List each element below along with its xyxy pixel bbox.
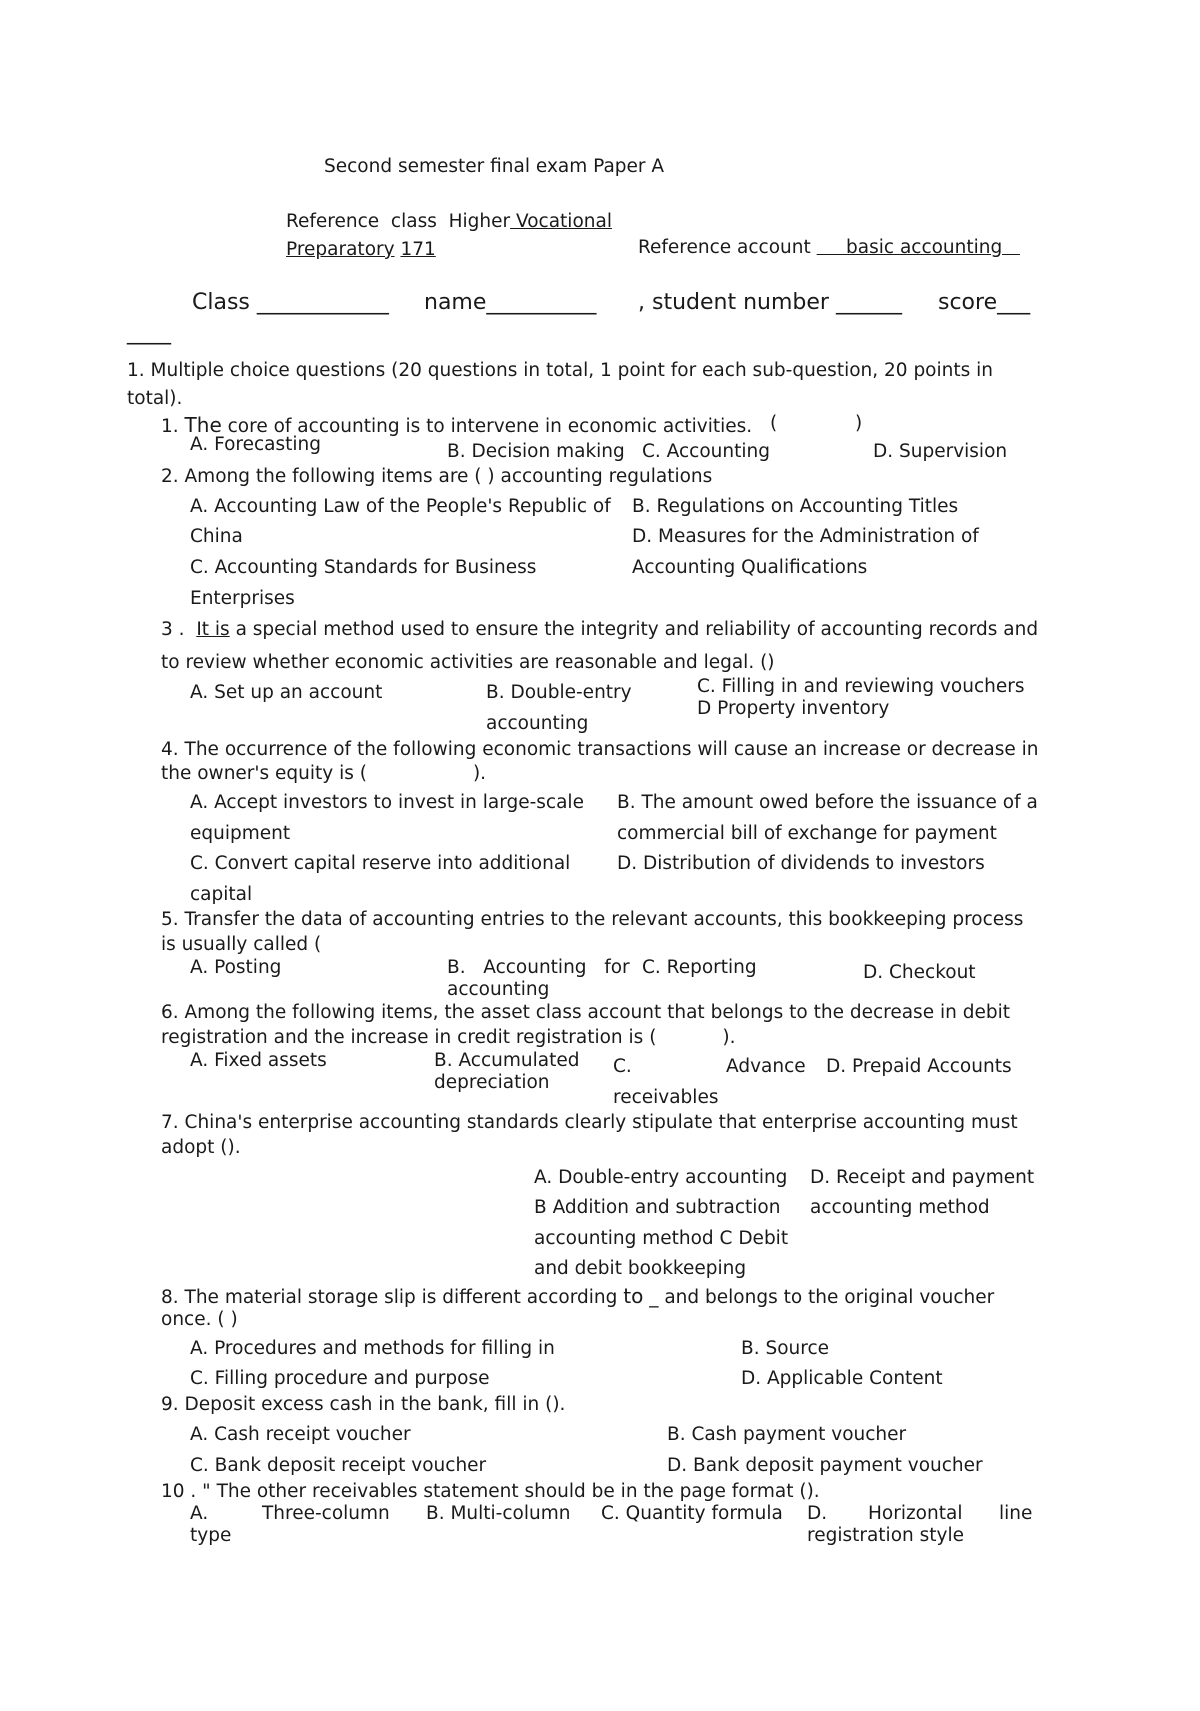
question-3-option-d[interactable]: D Property inventory [697, 698, 890, 719]
question-7-continued: adopt (). [161, 1137, 241, 1158]
question-3-continued: to review whether economic activities are reasonable and legal. () [161, 652, 775, 673]
question-1-option-d[interactable]: D. Supervision [873, 441, 1008, 462]
question-5: 5. Transfer the data of accounting entries to the relevant accounts, this bookkeeping process [161, 909, 1024, 930]
question-1-first-word: The [184, 413, 222, 437]
question-6-option-a[interactable]: A. Fixed assets [190, 1050, 327, 1071]
score-blank-continued[interactable]: ____ [127, 320, 171, 345]
question-7: 7. China's enterprise accounting standards clearly stipulate that enterprise accounting must [161, 1112, 1018, 1133]
name-label: name [424, 290, 487, 315]
question-6-continued [161, 1029, 736, 1048]
student-number-label: , student number [638, 290, 829, 315]
class-number: 171 [400, 239, 436, 260]
question-4-option-a[interactable]: A. Accept investors to invest in large-scale [190, 792, 584, 813]
question-2-option-d[interactable]: D. Measures for the Administration of [632, 526, 979, 547]
question-10: 10 . " The other receivables statement should be in the page format (). [161, 1481, 820, 1502]
name-field [424, 292, 596, 314]
question-7-option-c-continued: and debit bookkeeping [534, 1258, 747, 1279]
question-7-option-d[interactable]: D. Receipt and payment [810, 1167, 1035, 1188]
reference-class-value: Vocational [510, 211, 612, 232]
question-2-option-b[interactable]: B. Regulations on Accounting Titles [632, 496, 959, 517]
question-3 [161, 621, 1038, 640]
reference-account [638, 239, 1020, 258]
question-2-option-c-continued: Enterprises [190, 588, 295, 609]
question-5-option-c[interactable]: C. Reporting [642, 957, 757, 978]
question-6-option-c-continued: receivables [613, 1087, 719, 1108]
score-blank[interactable]: ___ [997, 290, 1031, 315]
question-5-option-b-part2: Accounting [483, 957, 587, 978]
question-2-option-c[interactable]: C. Accounting Standards for Business [190, 557, 537, 578]
question-9: 9. Deposit excess cash in the bank, fill in (). [161, 1394, 566, 1415]
question-3-number: 3 . [161, 619, 185, 640]
question-5-option-b-part1: B. [447, 957, 466, 978]
question-5-option-b-part3: for [604, 957, 630, 978]
question-9-option-c[interactable]: C. Bank deposit receipt voucher [190, 1455, 487, 1476]
question-6-option-b-continued: depreciation [434, 1072, 550, 1093]
question-3-option-b-continued: accounting [486, 713, 589, 734]
question-10-option-a-word: Three-column [262, 1503, 390, 1524]
question-7-option-c[interactable]: accounting method C Debit [534, 1228, 789, 1249]
question-1-option-b[interactable]: B. Decision making [447, 441, 625, 462]
question-7-option-a[interactable]: A. Double-entry accounting [534, 1167, 788, 1188]
question-3-option-a[interactable]: A. Set up an account [190, 682, 383, 703]
question-2-option-d-continued: Accounting Qualifications [632, 557, 868, 578]
question-5-option-d[interactable]: D. Checkout [863, 962, 976, 983]
question-4-option-c[interactable]: C. Convert capital reserve into additional [190, 853, 571, 874]
question-10-option-b[interactable]: B. Multi-column [426, 1503, 571, 1524]
class-label: Class [192, 290, 250, 315]
question-8-text-b: to [623, 1284, 644, 1308]
question-10-option-c[interactable]: C. Quantity formula [601, 1503, 783, 1524]
question-4-option-b[interactable]: B. The amount owed before the issuance of a [617, 792, 1038, 813]
reference-class-label [286, 213, 612, 232]
question-3-it-is: It is [196, 619, 230, 640]
question-4-option-a-continued: equipment [190, 823, 291, 844]
question-4: 4. The occurrence of the following economic transactions will cause an increase or decrease in [161, 739, 1039, 760]
score-field [938, 292, 1030, 314]
question-10-option-d-word: Horizontal [868, 1503, 963, 1524]
question-5-option-b[interactable] [447, 959, 630, 978]
question-1-text: core of accounting is to intervene in economic activities. [227, 416, 753, 437]
question-9-option-a[interactable]: A. Cash receipt voucher [190, 1424, 411, 1445]
question-8-option-d[interactable]: D. Applicable Content [741, 1368, 943, 1389]
question-8-text-c: _ and belongs to the original voucher [649, 1287, 995, 1308]
question-2-option-a-continued: China [190, 526, 243, 547]
question-10-option-a-continued: type [190, 1525, 232, 1546]
section-heading: 1. Multiple choice questions (20 questions in total, 1 point for each sub-question, 20 points in [127, 360, 994, 381]
student-number-blank[interactable]: ______ [835, 290, 902, 315]
name-blank[interactable]: __________ [486, 290, 597, 315]
question-2-option-a[interactable]: A. Accounting Law of the People's Republic of [190, 496, 611, 517]
question-6-text-b: ). [722, 1027, 736, 1048]
question-4-text-b: ). [472, 763, 487, 784]
class-field [192, 292, 389, 314]
question-6: 6. Among the following items, the asset class account that belongs to the decrease in debit [161, 1002, 1010, 1023]
question-6-option-b[interactable]: B. Accumulated [434, 1050, 580, 1071]
question-10-option-a[interactable]: A. [190, 1503, 209, 1524]
reference-account-label: Reference account [638, 237, 817, 258]
question-1-option-c[interactable]: C. Accounting [642, 441, 770, 462]
question-6-text-a: registration and the increase in credit registration is ( [161, 1027, 657, 1048]
question-7-option-b[interactable]: B Addition and subtraction [534, 1197, 781, 1218]
question-8-option-c[interactable]: C. Filling procedure and purpose [190, 1368, 490, 1389]
class-blank[interactable]: ____________ [256, 290, 389, 315]
question-6-option-c-word: Advance [726, 1056, 806, 1077]
question-4-text-a: the owner's equity is ( [161, 763, 367, 784]
question-4-option-c-continued: capital [190, 884, 253, 905]
reference-account-value: basic accounting [816, 237, 1020, 258]
question-10-option-d[interactable]: D. [807, 1503, 828, 1524]
question-10-option-d-continued: registration style [807, 1525, 964, 1546]
question-4-continued [161, 765, 486, 784]
question-6-option-d[interactable]: D. Prepaid Accounts [826, 1056, 1012, 1077]
question-9-option-b[interactable]: B. Cash payment voucher [667, 1424, 907, 1445]
question-1-option-a[interactable]: A. Forecasting [190, 434, 321, 455]
student-number-field [638, 292, 902, 314]
question-4-option-d[interactable]: D. Distribution of dividends to investors [617, 853, 985, 874]
question-5-continued: is usually called ( [161, 934, 322, 955]
question-9-option-d[interactable]: D. Bank deposit payment voucher [667, 1455, 983, 1476]
question-8-option-b[interactable]: B. Source [741, 1338, 829, 1359]
question-1-paren-open: ( [770, 413, 778, 434]
question-8-text-a: 8. The material storage slip is different according [161, 1287, 618, 1308]
question-7-option-d-continued: accounting method [810, 1197, 990, 1218]
question-4-option-b-continued: commercial bill of exchange for payment [617, 823, 997, 844]
reference-class-continued [286, 241, 436, 260]
question-1-number: 1. [161, 416, 179, 437]
question-1-paren-close: ) [855, 413, 863, 434]
score-label: score [938, 290, 998, 315]
question-3-text: a special method used to ensure the integrity and reliability of accounting records and [235, 619, 1039, 640]
question-6-option-c[interactable]: C. [613, 1056, 632, 1077]
exam-title: Second semester final exam Paper A [324, 156, 665, 177]
question-10-option-d-word2: line [999, 1503, 1033, 1524]
question-5-option-b-continued: accounting [447, 979, 550, 1000]
question-2: 2. Among the following items are ( ) accounting regulations [161, 466, 713, 487]
question-8-option-a[interactable]: A. Procedures and methods for filling in [190, 1338, 555, 1359]
question-8 [161, 1286, 994, 1308]
question-3-option-c[interactable]: C. Filling in and reviewing vouchers [697, 676, 1025, 697]
question-3-option-b[interactable]: B. Double-entry [486, 682, 632, 703]
section-heading-continued: total). [127, 388, 183, 409]
question-5-option-a[interactable]: A. Posting [190, 957, 282, 978]
question-8-continued: once. ( ) [161, 1309, 238, 1330]
reference-class-prefix: Reference class Higher [286, 211, 511, 232]
preparatory-label: Preparatory [286, 239, 395, 260]
